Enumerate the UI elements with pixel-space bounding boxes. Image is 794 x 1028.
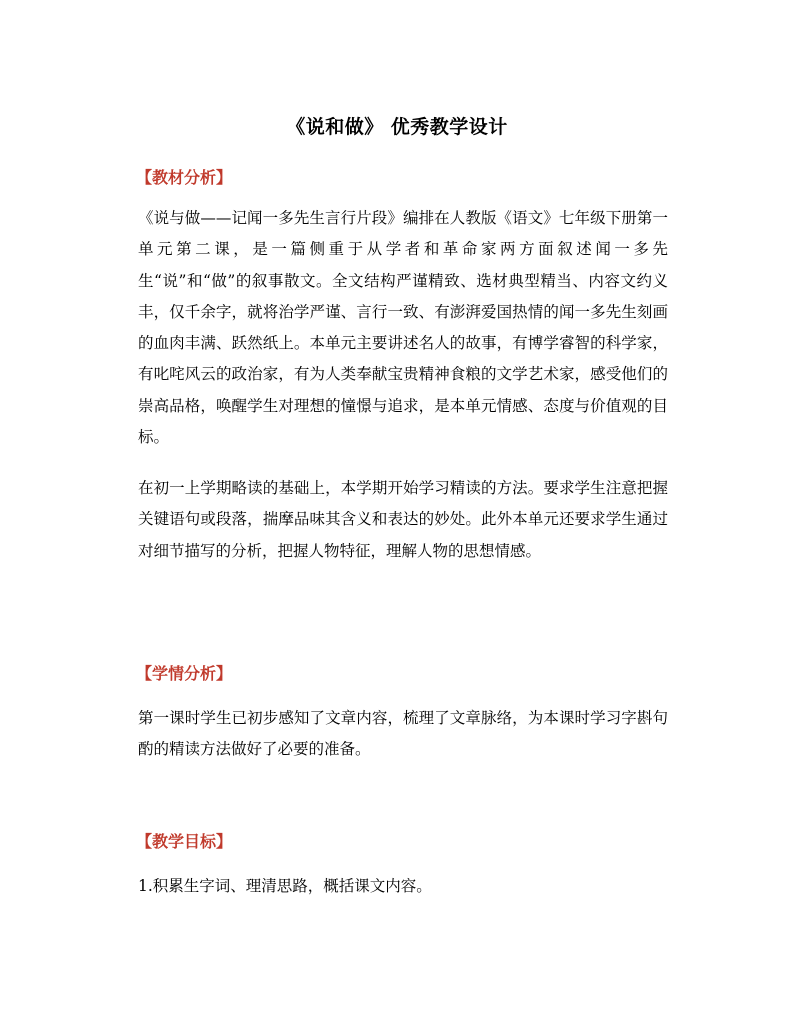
section-heading-student-analysis: 【学情分析】 [136,664,233,683]
paragraph-student-analysis: 第一课时学生已初步感知了文章内容，梳理了文章脉络，为本课时学习字斟句酌的精读方法做好了必要的准备。 [138,709,668,759]
page-title: 《说和做》 优秀教学设计 [286,116,508,138]
paragraph-textbook-analysis-1: 《说与做——记闻一多先生言行片段》编排在人教版《语文》七年级下册第一单元第二课，是一篇侧重于从学者和革命家两方面叙述闻一多先生“说”和“做”的叙事散文。全文结构严谨精致、选材典型精当、内容文约义丰，仅千余字，就将治学严谨、言行一致、有澎湃爱国热情的闻一多先生刻画的血肉丰满、跃然纸上。本单元主要讲述名人的故事，有博学睿智的科学家，有叱咤风云的政治家，有为人类奉献宝贵精神食粮的文学艺术家，感受他们的崇高品格，唤醒学生对理想的憧憬与追求，是本单元情感、态度与价值观的目标。 [138,209,668,447]
paragraph-textbook-analysis-2: 在初一上学期略读的基础上，本学期开始学习精读的方法。要求学生注意把握关键语句或段落，揣摩品味其含义和表达的妙处。此外本单元还要求学生通过对细节描写的分析，把握人物特征，理解人物的思想情感。 [138,479,668,560]
paragraph-teaching-goal-1: 1.积累生字词、理清思路，概括课文内容。 [138,877,432,895]
section-heading-textbook-analysis: 【教材分析】 [136,168,233,187]
section-heading-teaching-goals: 【教学目标】 [136,832,233,851]
